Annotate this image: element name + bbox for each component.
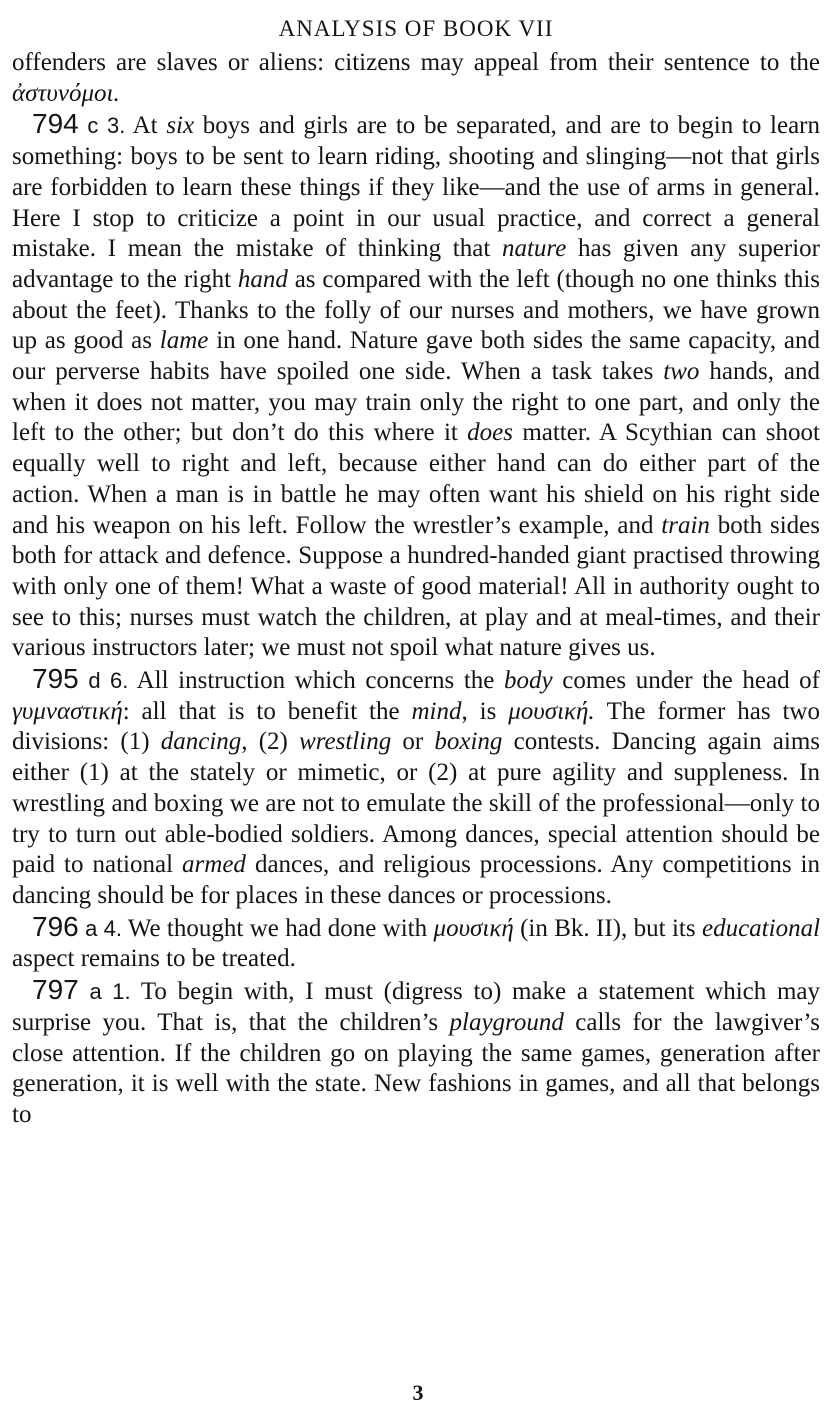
paragraph-795d6 — [12, 664, 820, 912]
emphasis: six — [166, 112, 195, 140]
paragraph-796a4 — [12, 912, 820, 975]
text: aspect remains to be treated. — [12, 945, 296, 973]
text: calls for the lawgiver’s close attention. If the children go on playing the same games, generation after generation, it is well with the state. New fashions in games, and all that belongs to — [12, 1008, 820, 1128]
emphasis: wrestling — [299, 728, 392, 756]
text: matter. A Scythian can shoot equally well to right and left, because either hand can do either part of the action. When a man is in battle he may often want his shield on his right side and his weapon on his left. Follow the wrestler’s example, and — [12, 419, 820, 539]
emphasis: hand — [237, 265, 288, 293]
section-ref-locator: a 4. — [85, 915, 122, 941]
text: in one hand. Nature gave both sides the same capacity, and our perverse habits have spoiled one side. When a task takes — [12, 327, 820, 386]
paragraph-794c3 — [12, 109, 820, 664]
text: or — [391, 728, 435, 756]
section-ref-number: 797 — [32, 974, 79, 1006]
text: hands, and when it does not matter, you may train only the right to one part, and only the left to the other; but don’t do this where it — [12, 358, 820, 447]
text: (in Bk. II), but its — [513, 914, 702, 942]
text: both sides both for attack and defence. Suppose a hundred-handed giant practised throwing with only one of them! What a waste of good material! All in authority ought to see to this; nurses must watch the children, at play and at meal-times, and their various instructors later; we must not spoil what nature gives us. — [12, 511, 821, 662]
greek-term: μουσική — [433, 914, 514, 942]
page-number: 3 — [412, 1380, 424, 1405]
text: At — [125, 112, 167, 140]
emphasis: train — [661, 511, 710, 539]
page-body — [12, 14, 820, 1131]
emphasis: two — [663, 358, 700, 386]
text: has given any superior advantage to the right — [12, 235, 820, 293]
running-head: ANALYSIS OF BOOK VII — [278, 16, 554, 41]
emphasis: nature — [501, 235, 567, 263]
emphasis: mind — [411, 697, 462, 725]
emphasis: does — [467, 419, 513, 447]
text: , (2) — [241, 728, 300, 756]
text: comes under the head of — [552, 667, 821, 695]
text: boys and girls are to be separated, and are to begin to learn something: boys to be sent to learn riding, shooting and slinging—not that girls are forbidden to learn these things if they like—and the use of arms in general. Here I stop to criticize a point in our usual practice, and correct a general mistake. I mean the mistake of thinking that — [12, 112, 820, 263]
emphasis: boxing — [434, 728, 503, 756]
emphasis: playground — [449, 1008, 564, 1036]
section-ref-number: 794 — [32, 108, 79, 140]
text: offenders are slaves or aliens: citizens may appeal from their sentence to the — [12, 49, 820, 76]
emphasis: armed — [182, 851, 246, 879]
emphasis: body — [504, 667, 553, 695]
section-ref-locator: c 3. — [87, 113, 126, 139]
text: To begin with, I must (digress to) make a statement which may surprise you. That is, that the children’s — [12, 978, 821, 1036]
text: dances, and religious processions. Any competitions in dancing should be for places in these dances or processions. — [12, 851, 820, 909]
paragraph-797a1 — [12, 975, 820, 1131]
text: : all that is to benefit the — [122, 697, 412, 725]
greek-term: ἀστυνόμοι. — [12, 79, 120, 107]
section-ref-locator: a 1. — [89, 979, 131, 1005]
text: The former has two divisions: (1) — [12, 697, 820, 756]
emphasis: dancing — [160, 728, 242, 756]
text: We thought we had done with — [121, 914, 434, 942]
section-ref-locator: d 6. — [88, 668, 129, 694]
greek-term: γυμναστική — [12, 697, 123, 725]
paragraph-continuation — [12, 48, 820, 109]
section-ref-number: 796 — [32, 910, 79, 942]
section-ref-number: 795 — [32, 663, 79, 695]
text: contests. Dancing again aims either (1) at the stately or mimetic, or (2) at pure agility and suppleness. In wrestling and boxing we are not to emulate the skill of the professional—only to try to turn out able-bodied soldiers. Among dances, special attention should be paid to national — [12, 728, 820, 879]
emphasis: educational — [701, 914, 821, 942]
emphasis: lame — [159, 327, 209, 355]
greek-term: μουσική. — [508, 697, 595, 725]
text: as compared with the left (though no one thinks this about the feet). Thanks to the folly of our nurses and mothers, we have grown up as good as — [12, 265, 820, 355]
text: , is — [461, 697, 509, 725]
text: All instruction which concerns the — [128, 667, 505, 695]
